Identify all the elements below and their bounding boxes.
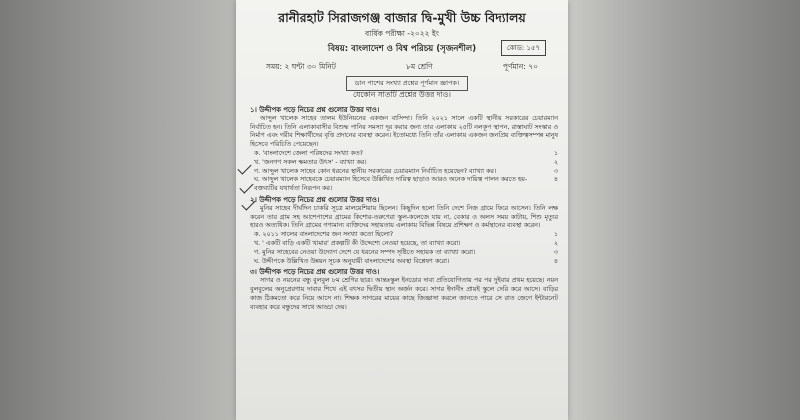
question-stem: মুনির সাহেব দীর্ঘদিন চাকরি সূত্রে মালয়েশিয়ায় ছিলেন। কিছুদিন হলো তিনি দেশে নিজ গ্রামে ফিরে আসেন। তিনি লক্ষ করেন তার গ্রাম সহ আশেপাশের গ্রামের কিশোর-তরুণেরা স্কুল-কলেজে যায় না, বেকার ও অলস সময় কাটায়, শিশু মৃত্যুর হারও অত্যধিক। তিনি গ্রামের গণ্যমান্য ব্যক্তিদের সহায়তায় এলাকায় বিভিন্ন বিষয়ে প্রশিক্ষণ ও কর্মস্থানের ব্যবস্থা করেন। <box>250 204 558 230</box>
sub-question: ঘ. উদ্দীপকে উল্লিখিত উন্নয়ন সূচক অনুযায়ী বাংলাদেশের অবস্থা বিশ্লেষণ করো। ৪ <box>254 257 558 265</box>
sub-question: গ. মুনির সাহেবের নেওয়া উদ্যোগ দেশে যে ধরনের সম্পদ সৃষ্টিতে সহায়ক তা ব্যাখ্যা করো। ৩ <box>254 248 558 256</box>
sub-question: ক. ২০১১ সালের বাংলাদেশের জন সংখ্যা কতো ছিলো? ১ <box>254 231 558 239</box>
sub-mark: ৪ <box>553 176 558 184</box>
question-stem: আব্দুল খালেক সাহেব তালম ইউনিয়নের একজন বাসিন্দা। তিনি ২০২১ সালে একটি স্থানীয় সরকারের চেয়ারম্যান নির্বাচিত হন। তিনি এলাকাবাসীর বিশুদ্ধ পানির সমস্যা দূর করার জন্য তার এলাকায় ২৫টি নলকূপ স্থাপন, রাস্তাঘাট সংস্কার ও নির্মাণ এবং গরীব শিক্ষার্থীদের বৃত্তি প্রদানের ব্যবস্থা করেন। ইতোমধ্যে তিনি তাঁর এলাকায় একজন জনপ্রিয় ব্যক্তিত্বসম্পন্ন মানুষ হিসেবে পরিচিতি পেয়েছেন। <box>250 114 558 149</box>
exam-class: ৮ম শ্রেণি <box>406 62 433 71</box>
background-right <box>568 0 800 420</box>
marks-note: ডান পাশের সংখ্যা প্রশ্নের পূর্ণমান জ্ঞাপক। <box>346 76 468 91</box>
sub-mark: ৩ <box>553 167 558 175</box>
question-3 <box>250 268 558 312</box>
exam-meta <box>266 62 538 74</box>
exam-time: সময়: ২ ঘন্টা ৩০ মিনিট <box>266 62 336 71</box>
sub-mark: ২ <box>553 239 558 247</box>
full-marks: পূর্ণমান: ৭০ <box>502 62 538 71</box>
question-2 <box>250 196 558 266</box>
sub-mark: ২ <box>553 158 558 166</box>
background-left <box>0 0 236 420</box>
questions <box>250 104 558 312</box>
question-heading: ৩। উদ্দীপক পড়ে নিচের প্রশ্ন গুলোর উত্তর দাও। <box>250 268 380 277</box>
question-heading: ২। উদ্দীপক পড়ে নিচের প্রশ্ন গুলোর উত্তর দাও। <box>250 195 380 204</box>
sub-question: ঘ. আব্দুল খালেক সাহেবকে চেয়ারম্যান হিসেবে উল্লিখিত দায়িত্ব ছাড়াও আরও অনেক দায়িত্ব পালন করতে হয়- বক্তব্যটির যথার্থতা নিরূপন কর। ৪ <box>254 176 558 193</box>
sub-mark: ৪ <box>553 257 558 265</box>
sub-mark: ১ <box>553 149 558 157</box>
exam-paper <box>236 0 568 420</box>
sub-mark: ৩ <box>553 248 558 256</box>
exam-title: বার্ষিক পরীক্ষা -২০২২ ইং <box>365 29 439 38</box>
sub-question: ক. 'বাংলাদেশে জেলা পরিষদের সংখ্যা কত? ১ <box>254 149 558 157</box>
question-1 <box>250 106 558 194</box>
question-stem: সাগর ও নয়নের বন্ধু বুলবুল ৮ম শ্রেণির ছাত্র। আন্তঃস্কুল ইনডোর দাবা প্রতিযোগিতায় পর পর দুইবার প্রথম হয়েছে। নয়ন বুলবুলের অনুপ্রেরণায় দাবার শিখে এই বৎসর দ্বিতীয় স্থান অর্জন করে। সাগর ইদানীং প্রায়ই স্কুলে দেরি করে আসে। বাড়ির কাজ ঠিকমতো করে নিয়ে আসে না। শিক্ষক সাগরের মায়ের কাছে জিজ্ঞাসা করলে জানতে পারে সে রাত জেগে ইন্টারনেট ব্যবহার করে বন্ধুদের সাথে আড্ডা দেয়। <box>250 277 558 311</box>
instruction: যেকোন সাতটি প্রশ্নের উত্তর দাও। <box>353 90 451 99</box>
sub-mark: ১ <box>553 231 558 239</box>
sub-question: গ. আব্দুল খালেক সাহেব কোন ধরনের স্থানীয় সরকারের চেয়ারম্যান নির্বাচিত হয়েছেন? ব্যাখ্যা কর। ৩ <box>254 167 558 175</box>
sub-question: খ. 'জনগণ সকল ক্ষমতার উৎস' - ব্যাখ্যা কর। ২ <box>254 158 558 166</box>
subject-title: বিষয়: বাংলাদেশ ও বিশ্ব পরিচয় (সৃজনশীল) <box>327 44 477 54</box>
question-heading: ১। উদ্দীপক পড়ে নিচের প্রশ্ন গুলোর উত্তর দাও। <box>250 106 380 114</box>
sub-question: খ. ' একটি বাড়ি একটি খামার' প্রকল্পটি কী উদ্দেশ্যে নেওয়া হয়েছে, তা ব্যাখ্যা করো। ২ <box>254 239 558 247</box>
school-name: রানীরহাট সিরাজগঞ্জ বাজার দ্বি-মুখী উচ্চ বিদ্যালয় <box>278 10 526 25</box>
subject-code: কোড: ১৫৭ <box>501 40 546 56</box>
